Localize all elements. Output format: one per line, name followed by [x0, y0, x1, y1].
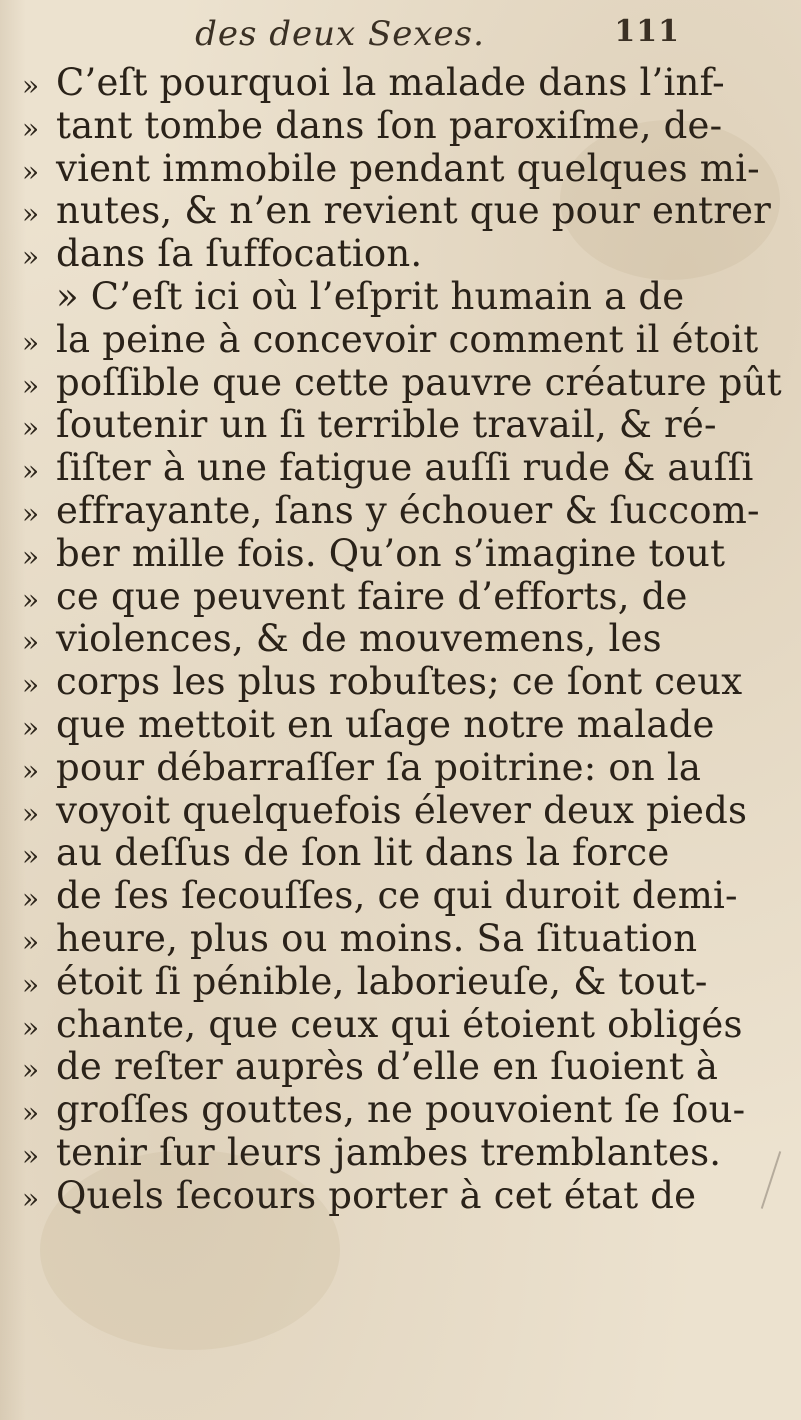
line-text: de ſes ſecouſſes, ce qui duroit demi-	[56, 875, 738, 918]
quote-mark: »	[22, 753, 40, 787]
line-text: Quels ſecours porter à cet état de	[56, 1174, 697, 1217]
text-line	[22, 1089, 782, 1132]
line-text: corps les plus robuſtes; ce ſont ceux	[56, 661, 743, 704]
line-text: ſoutenir un ſi terrible travail, & ré-	[56, 404, 717, 447]
line-text: pour débarraſſer ſa poitrine: on la	[56, 746, 702, 789]
text-line	[22, 747, 782, 790]
quote-mark: »	[22, 710, 40, 744]
body-text	[22, 62, 782, 1218]
text-line	[22, 362, 782, 405]
text-line	[22, 105, 782, 148]
quote-mark: »	[22, 1096, 40, 1130]
text-line	[22, 576, 782, 619]
text-line	[22, 276, 782, 319]
quote-mark: »	[22, 240, 40, 274]
line-text: ſiſter à une fatigue auſſi rude & auſſi	[56, 447, 754, 490]
quote-mark: »	[22, 411, 40, 445]
text-line	[22, 832, 782, 875]
line-text: heure, plus ou moins. Sa ſituation	[56, 917, 698, 960]
quote-mark: »	[22, 69, 40, 102]
line-text: la peine à concevoir comment il étoit	[56, 318, 759, 361]
line-text: effrayante, ſans y échouer & ſuccom-	[56, 489, 760, 532]
quote-mark: »	[22, 1181, 40, 1215]
text-line	[22, 233, 782, 276]
text-line	[22, 490, 782, 533]
line-text: que mettoit en uſage notre malade	[56, 703, 715, 746]
text-line	[22, 661, 782, 704]
line-text: étoit ſi pénible, laborieuſe, & tout-	[56, 960, 708, 1003]
quote-mark: »	[22, 882, 40, 916]
page-number: 111	[614, 14, 680, 49]
line-text: nutes, & n’en revient que pour entrer	[56, 190, 772, 233]
text-line	[22, 447, 782, 490]
line-text: de reſter auprès d’elle en ſuoient à	[56, 1046, 719, 1089]
quote-mark: »	[22, 496, 40, 530]
line-text: ber mille fois. Qu’on s’imagine tout	[56, 532, 726, 575]
line-text: tant tombe dans ſon paroxiſme, de-	[56, 104, 723, 147]
line-text: ce que peuvent faire d’efforts, de	[56, 575, 688, 618]
line-text: » C’eſt ici où l’eſprit humain a de	[56, 275, 685, 318]
text-line	[22, 961, 782, 1004]
quote-mark: »	[22, 454, 40, 488]
text-line	[22, 790, 782, 833]
line-text: vient immobile pendant quelques mi-	[56, 147, 760, 190]
text-line	[22, 1132, 782, 1175]
quote-mark: »	[22, 967, 40, 1001]
line-text: dans ſa ſuffocation.	[56, 233, 423, 276]
text-line	[22, 875, 782, 918]
text-line	[22, 319, 782, 362]
quote-mark: »	[22, 924, 40, 958]
quote-mark: »	[22, 582, 40, 616]
line-text: chante, que ceux qui étoient obligés	[56, 1003, 743, 1046]
quote-mark: »	[22, 539, 40, 573]
text-line	[22, 1004, 782, 1047]
text-line	[22, 148, 782, 191]
text-line	[22, 404, 782, 447]
text-line	[22, 1046, 782, 1089]
quote-mark: »	[22, 154, 40, 188]
quote-mark: »	[22, 325, 40, 359]
line-text: groſſes gouttes, ne pouvoient ſe ſou-	[56, 1089, 746, 1132]
quote-mark: »	[22, 197, 40, 231]
text-line	[22, 190, 782, 233]
quote-mark: »	[22, 625, 40, 659]
text-line	[22, 62, 782, 105]
line-text: au deſſus de ſon lit dans la force	[56, 832, 670, 875]
line-text: voyoit quelquefois élever deux pieds	[56, 789, 748, 832]
line-text: poſſible que cette pauvre créature pût	[56, 361, 782, 404]
quote-mark: »	[22, 1053, 40, 1087]
quote-mark: »	[22, 839, 40, 873]
quote-mark: »	[22, 368, 40, 402]
running-head	[120, 14, 680, 52]
line-text: tenir ſur leurs jambes tremblantes.	[56, 1131, 722, 1174]
quote-mark: »	[22, 796, 40, 830]
text-line	[22, 918, 782, 961]
line-text: C’eſt pourquoi la malade dans l’inf-	[56, 62, 725, 104]
running-head-title: des deux Sexes.	[195, 14, 485, 54]
text-line	[22, 618, 782, 661]
quote-mark: »	[22, 668, 40, 702]
quote-mark: »	[22, 1138, 40, 1172]
quote-mark: »	[22, 111, 40, 145]
text-line	[22, 533, 782, 576]
text-line	[22, 704, 782, 747]
text-line	[22, 1175, 782, 1218]
line-text: violences, & de mouvemens, les	[56, 618, 662, 661]
quote-mark: »	[22, 1010, 40, 1044]
